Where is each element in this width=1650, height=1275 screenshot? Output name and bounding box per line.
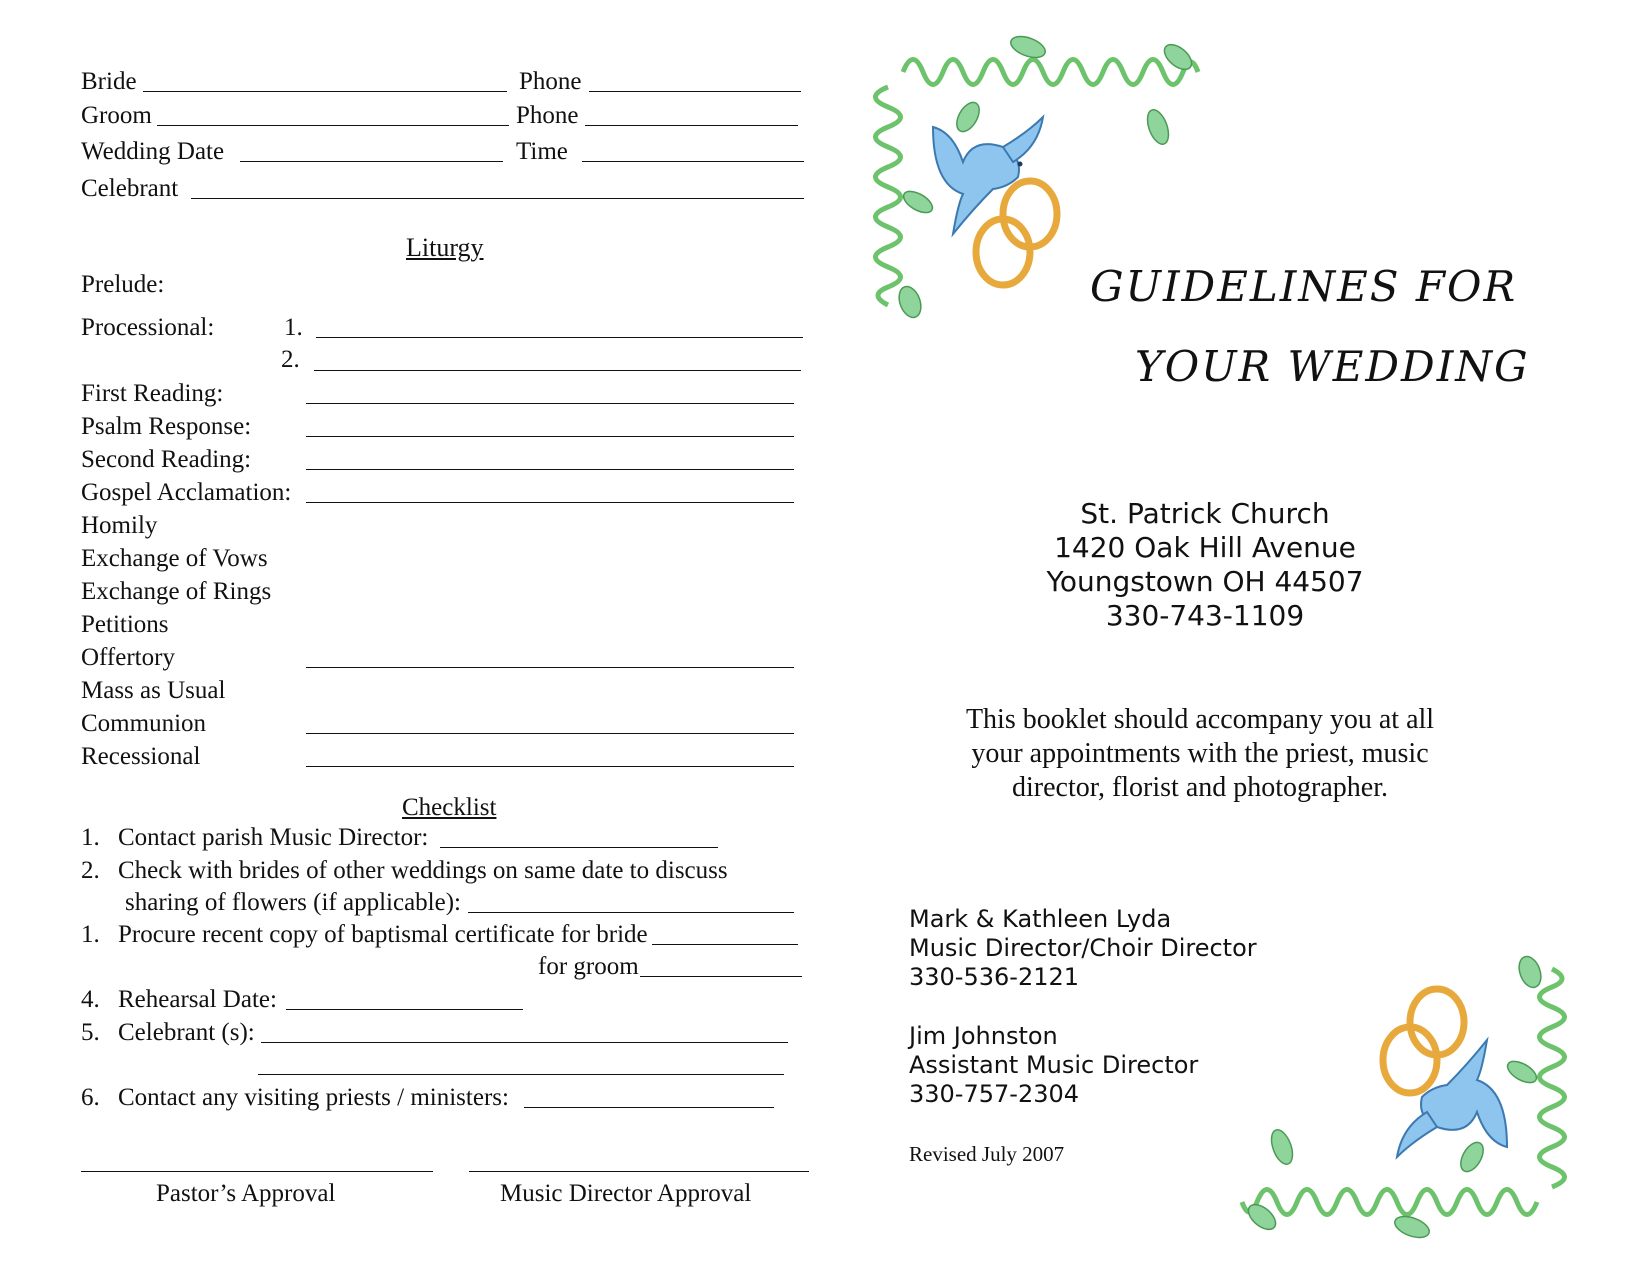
celebrant-label: Celebrant (81, 175, 179, 202)
groom-label: Groom (81, 102, 152, 129)
contact-block-2 (909, 1022, 1198, 1109)
homily-label: Homily (81, 512, 158, 539)
checklist-item-rehearsal: Rehearsal Date: (118, 986, 277, 1013)
time-field[interactable] (582, 161, 804, 162)
dove-rings-ornament-bottom (1232, 932, 1582, 1242)
music-director-field[interactable] (440, 847, 718, 848)
liturgy-heading: Liturgy (406, 233, 484, 262)
checklist-heading: Checklist (402, 794, 497, 821)
offertory-label: Offertory (81, 644, 175, 671)
recessional-field[interactable] (306, 766, 794, 767)
bride-field[interactable] (143, 91, 507, 92)
bride-certificate-field[interactable] (652, 944, 798, 945)
church-address-line-2: Youngstown OH 44507 (1046, 565, 1364, 598)
phone-label-2: Phone (516, 102, 579, 129)
second-reading-field[interactable] (306, 469, 794, 470)
celebrant-checklist-field-2[interactable] (258, 1074, 784, 1075)
gospel-acclamation-field[interactable] (306, 502, 794, 503)
checklist-item-flowers: sharing of flowers (if applicable): (125, 889, 461, 916)
checklist-num: 2. (81, 857, 100, 884)
psalm-response-field[interactable] (306, 436, 794, 437)
gospel-acclamation-label: Gospel Acclamation: (81, 479, 292, 506)
exchange-rings-label: Exchange of Rings (81, 578, 272, 605)
checklist-num: 5. (81, 1019, 100, 1046)
contact-block-1 (909, 905, 1257, 992)
checklist-num: 1. (81, 824, 100, 851)
groom-phone-field[interactable] (585, 125, 798, 126)
time-label: Time (516, 138, 568, 165)
contact-2-phone: 330-757-2304 (909, 1080, 1080, 1108)
processional-num-2: 2. (281, 346, 300, 373)
mass-as-usual-label: Mass as Usual (81, 677, 226, 704)
church-address-line-1: 1420 Oak Hill Avenue (1054, 531, 1356, 564)
contact-1-role: Music Director/Choir Director (909, 934, 1257, 962)
prelude-label: Prelude: (81, 271, 165, 298)
booklet-note (930, 703, 1470, 805)
rehearsal-date-field[interactable] (286, 1009, 523, 1010)
contact-1-phone: 330-536-2121 (909, 963, 1080, 991)
celebrant-field[interactable] (191, 198, 804, 199)
first-reading-label: First Reading: (81, 380, 224, 407)
processional-field-1[interactable] (316, 337, 803, 338)
exchange-vows-label: Exchange of Vows (81, 545, 268, 572)
music-director-approval-label: Music Director Approval (500, 1180, 752, 1207)
contact-1-name: Mark & Kathleen Lyda (909, 905, 1172, 933)
phone-label-1: Phone (519, 68, 582, 95)
church-name: St. Patrick Church (1080, 497, 1330, 530)
booklet-note-line-2: your appointments with the priest, music (971, 738, 1429, 769)
pastor-signature-line[interactable] (81, 1171, 433, 1172)
processional-label: Processional: (81, 314, 215, 341)
checklist-item-groom: for groom (538, 953, 639, 980)
checklist-item-celebrant: Celebrant (s): (118, 1019, 255, 1046)
second-reading-label: Second Reading: (81, 446, 252, 473)
bride-label: Bride (81, 68, 137, 95)
psalm-response-label: Psalm Response: (81, 413, 252, 440)
visiting-priests-field[interactable] (524, 1107, 774, 1108)
recessional-label: Recessional (81, 743, 201, 770)
communion-label: Communion (81, 710, 207, 737)
petitions-label: Petitions (81, 611, 169, 638)
offertory-field[interactable] (306, 667, 794, 668)
celebrant-checklist-field-1[interactable] (261, 1042, 788, 1043)
music-director-signature-line[interactable] (469, 1171, 809, 1172)
processional-num-1: 1. (284, 314, 303, 341)
groom-field[interactable] (157, 125, 509, 126)
revised-date: Revised July 2007 (909, 1142, 1065, 1166)
wedding-date-label: Wedding Date (81, 138, 225, 165)
flowers-field[interactable] (468, 912, 794, 913)
booklet-note-line-3: director, florist and photographer. (1012, 772, 1388, 803)
contact-2-name: Jim Johnston (909, 1022, 1058, 1050)
checklist-item-music-director: Contact parish Music Director: (118, 824, 429, 851)
contact-2-role: Assistant Music Director (909, 1051, 1199, 1079)
checklist-num: 1. (81, 921, 100, 948)
checklist-item-baptismal: Procure recent copy of baptismal certificate for bride (118, 921, 648, 948)
checklist-num: 6. (81, 1084, 100, 1111)
first-reading-field[interactable] (306, 403, 794, 404)
bride-phone-field[interactable] (589, 91, 801, 92)
processional-field-2[interactable] (314, 370, 801, 371)
groom-certificate-field[interactable] (640, 976, 802, 977)
checklist-item-visiting-priests: Contact any visiting priests / ministers: (118, 1084, 509, 1111)
booklet-note-line-1: This booklet should accompany you at all (965, 704, 1435, 735)
communion-field[interactable] (306, 733, 794, 734)
checklist-num: 4. (81, 986, 100, 1013)
cover-title-line-2: YOUR WEDDING (1135, 342, 1530, 391)
church-address-block (980, 497, 1430, 633)
pastor-approval-label: Pastor’s Approval (156, 1180, 336, 1207)
cover-title-line-1: GUIDELINES FOR (1090, 262, 1518, 311)
church-phone: 330-743-1109 (1105, 599, 1305, 632)
checklist-item-brides: Check with brides of other weddings on same date to discuss (118, 857, 728, 884)
wedding-date-field[interactable] (240, 161, 503, 162)
